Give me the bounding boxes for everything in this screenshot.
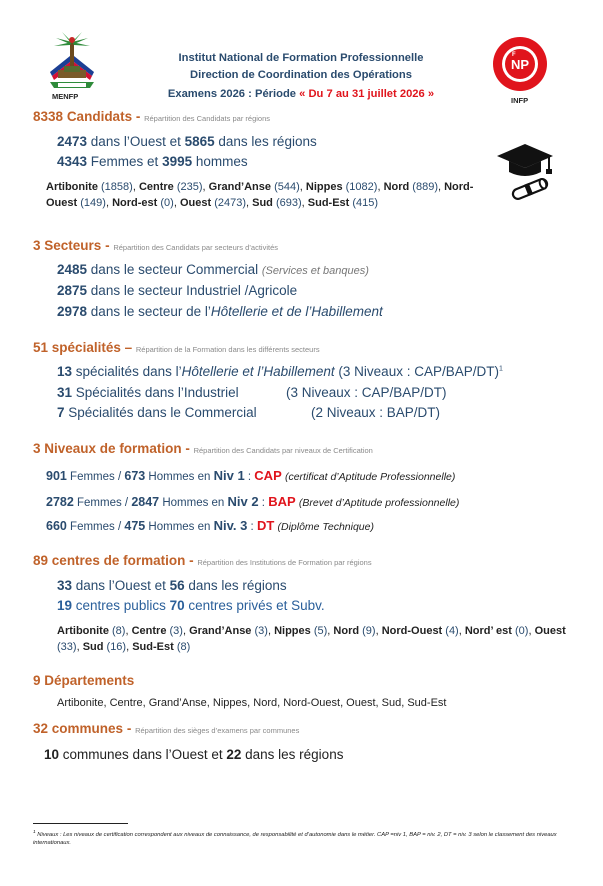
centres-heading: 89 centres de formation - Répartition des Institutions de Formation par régions	[33, 553, 372, 568]
secteurs-title: Secteurs	[44, 238, 102, 253]
department-value: (235)	[176, 181, 203, 193]
specialite-row: 7 Spécialités dans le Commercial	[57, 405, 257, 420]
department-value: (5)	[313, 625, 328, 637]
department-item: Artibonite (1858),	[46, 181, 139, 193]
department-value: (1082)	[345, 181, 378, 193]
department-name: Sud-Est	[132, 641, 174, 653]
department-name: Nord-est	[112, 197, 158, 209]
department-item	[308, 197, 378, 209]
department-name: Nippes	[305, 181, 343, 193]
candidats-men-count: 3995	[162, 154, 193, 169]
department-value: (0)	[515, 625, 529, 637]
department-item: Nord-est (0),	[112, 197, 180, 209]
candidats-ouest-count: 2473	[57, 134, 88, 149]
department-name: Sud	[252, 197, 273, 209]
svg-text:NP: NP	[510, 57, 530, 72]
candidats-heading: 8338 Candidats - Répartition des Candidats par régions	[33, 109, 271, 124]
department-item: Ouest (33),	[57, 625, 566, 653]
infp-logo-icon	[492, 36, 548, 92]
secteurs-count: 3	[33, 238, 41, 253]
department-item: Nippes (1082),	[305, 181, 384, 193]
department-item: Nord-Ouest (149),	[46, 181, 474, 209]
department-item: Nord-Ouest (4),	[381, 625, 465, 637]
specialite-levels: (2 Niveaux : BAP/DT)	[311, 405, 441, 420]
niveaux-heading: 3 Niveaux de formation - Répartition des Candidats par niveaux de Certification	[33, 441, 373, 456]
exam-label: Examens 2026 :	[167, 88, 255, 100]
niveaux-count: 3	[33, 441, 41, 456]
department-name: Nord-Ouest	[46, 181, 474, 209]
specialites-title: spécialités	[51, 340, 121, 355]
diploma-scroll-icon	[506, 176, 554, 202]
candidats-title: Candidats	[66, 109, 133, 124]
department-item: Sud (16),	[82, 641, 133, 653]
infp-label: INFP	[511, 96, 529, 105]
candidats-departments	[46, 179, 486, 211]
communes-line: 10 communes dans l’Ouest et 22 dans les régions	[44, 747, 344, 762]
department-item	[132, 641, 190, 653]
centres-type-line: 19 centres publics 70 centres privés et Subv.	[57, 598, 325, 613]
niveau-row: 2782 Femmes / 2847 Hommes en Niv 2 : BAP (Brevet d’Aptitude professionnelle)	[46, 494, 460, 509]
centres-count: 89	[33, 553, 49, 568]
department-name: Grand’Anse	[208, 181, 272, 193]
department-item: Nord (889),	[383, 181, 445, 193]
department-name: Ouest	[179, 197, 212, 209]
specialite-row: 13 spécialités dans l’Hôtellerie et l’Habillement (3 Niveaux : CAP/BAP/DT)$^1$	[57, 364, 503, 379]
direction-name: Direction de Coordination des Opérations	[190, 69, 412, 81]
department-name: Centre	[138, 181, 174, 193]
department-item: Artibonite (8),	[57, 625, 132, 637]
specialite-row: 31 Spécialités dans l’Industriel	[57, 385, 239, 400]
department-name: Artibonite	[46, 181, 98, 193]
svg-text:F: F	[512, 52, 516, 58]
department-value: (9)	[362, 625, 376, 637]
department-value: (8)	[176, 641, 191, 653]
centres-title: centres de formation	[51, 553, 186, 568]
department-value: (0)	[160, 197, 174, 209]
centres-departments	[57, 623, 567, 655]
candidats-total: 8338	[33, 109, 64, 124]
department-value: (4)	[445, 625, 459, 637]
department-item: Nippes (5),	[274, 625, 334, 637]
candidats-women-count: 4343	[57, 154, 88, 169]
institute-name: Institut National de Formation Professionnelle	[178, 52, 424, 64]
department-name: Centre	[131, 625, 167, 637]
department-name: Sud-Est	[307, 197, 350, 209]
department-value: (3)	[254, 625, 268, 637]
secteur-row: 2485 dans le secteur Commercial (Services et banques)	[57, 262, 369, 277]
department-value: (33)	[57, 641, 77, 653]
department-value: (693)	[275, 197, 302, 209]
specialites-subtitle: Répartition de la Formation dans les différents secteurs	[135, 345, 320, 354]
candidats-regions-count: 5865	[184, 134, 215, 149]
department-item: Nord’ est (0),	[464, 625, 535, 637]
department-name: Grand’Anse	[189, 625, 252, 637]
haiti-coat-of-arms-icon	[44, 32, 100, 90]
niveau-row: 901 Femmes / 673 Hommes en Niv 1 : CAP (certificat d’Aptitude Professionnelle)	[46, 468, 456, 483]
department-value: (3)	[169, 625, 183, 637]
department-name: Ouest	[534, 625, 566, 637]
department-name: Nord-Ouest	[381, 625, 443, 637]
department-name: Nippes	[274, 625, 311, 637]
centres-subtitle: Répartition des Institutions de Formation par régions	[197, 558, 372, 567]
footnote: $^1$ Niveaux : Les niveaux de certification correspondent aux niveaux de connaissance, de responsabilité et d’autonomie dans le métier. CAP =niv 1, BAP = niv. 2, DT = niv. 3 selon le classement des niveaux internationaux.	[33, 830, 557, 846]
department-name: Artibonite	[57, 625, 109, 637]
department-item: Centre (3),	[131, 625, 190, 637]
specialites-heading: 51 spécialités – Répartition de la Formation dans les différents secteurs	[33, 340, 320, 355]
communes-heading: 32 communes - Répartition des sièges d’examens par communes	[33, 721, 300, 736]
specialites-count: 51	[33, 340, 49, 355]
secteur-row: 2875 dans le secteur Industriel /Agricole	[57, 283, 298, 298]
department-value: (149)	[80, 197, 106, 209]
period-label: Période	[254, 88, 297, 100]
communes-subtitle: Répartition des sièges d’examens par communes	[135, 726, 300, 735]
department-item: Grand’Anse (544),	[208, 181, 306, 193]
centres-ouest-line: 33 dans l’Ouest et 56 dans les régions	[57, 578, 287, 593]
candidats-ouest-line: 2473 dans l’Ouest et 5865 dans les régions	[57, 134, 317, 149]
candidats-gender-line: 4343 Femmes et 3995 hommes	[57, 154, 248, 169]
department-name: Sud	[82, 641, 104, 653]
niveaux-subtitle: Répartition des Candidats par niveaux de Certification	[193, 446, 373, 455]
footnote-divider	[33, 823, 128, 824]
department-value: (415)	[352, 197, 379, 209]
secteurs-subtitle: Répartition des Candidats par secteurs d’activités	[113, 243, 279, 252]
secteurs-heading: 3 Secteurs - Répartition des Candidats par secteurs d’activités	[33, 238, 279, 253]
department-name: Nord’ est	[464, 625, 512, 637]
department-value: (889)	[412, 181, 438, 193]
secteur-row: 2978 dans le secteur de l’Hôtellerie et de l’Habillement	[57, 304, 383, 319]
specialite-levels: (3 Niveaux : CAP/BAP/DT)	[286, 385, 447, 400]
department-value: (544)	[274, 181, 300, 193]
department-value: (8)	[112, 625, 126, 637]
department-value: (2473)	[214, 197, 246, 209]
department-name: Nord	[333, 625, 360, 637]
candidats-subtitle: Répartition des Candidats par régions	[144, 114, 271, 123]
niveau-row: 660 Femmes / 475 Hommes en Niv. 3 : DT (Diplôme Technique)	[46, 518, 374, 533]
department-value: (1858)	[101, 181, 133, 193]
communes-count: 32	[33, 721, 49, 736]
departements-heading: 9 Départements	[33, 673, 135, 688]
department-item: Sud (693),	[252, 197, 308, 209]
menfp-label: MENFP	[52, 92, 79, 101]
communes-title: communes	[51, 721, 124, 736]
department-item: Nord (9),	[333, 625, 382, 637]
period-dates: « Du 7 au 31 juillet 2026 »	[299, 88, 435, 100]
exam-period	[120, 88, 482, 100]
departements-list: Artibonite, Centre, Grand’Anse, Nippes, Nord, Nord-Ouest, Ouest, Sud, Sud-Est	[57, 697, 447, 709]
department-name: Nord	[383, 181, 410, 193]
department-value: (16)	[106, 641, 127, 653]
department-item: Centre (235),	[138, 181, 209, 193]
department-item: Grand’Anse (3),	[189, 625, 275, 637]
niveaux-title: Niveaux de formation	[44, 441, 182, 456]
department-item: Ouest (2473),	[179, 197, 253, 209]
